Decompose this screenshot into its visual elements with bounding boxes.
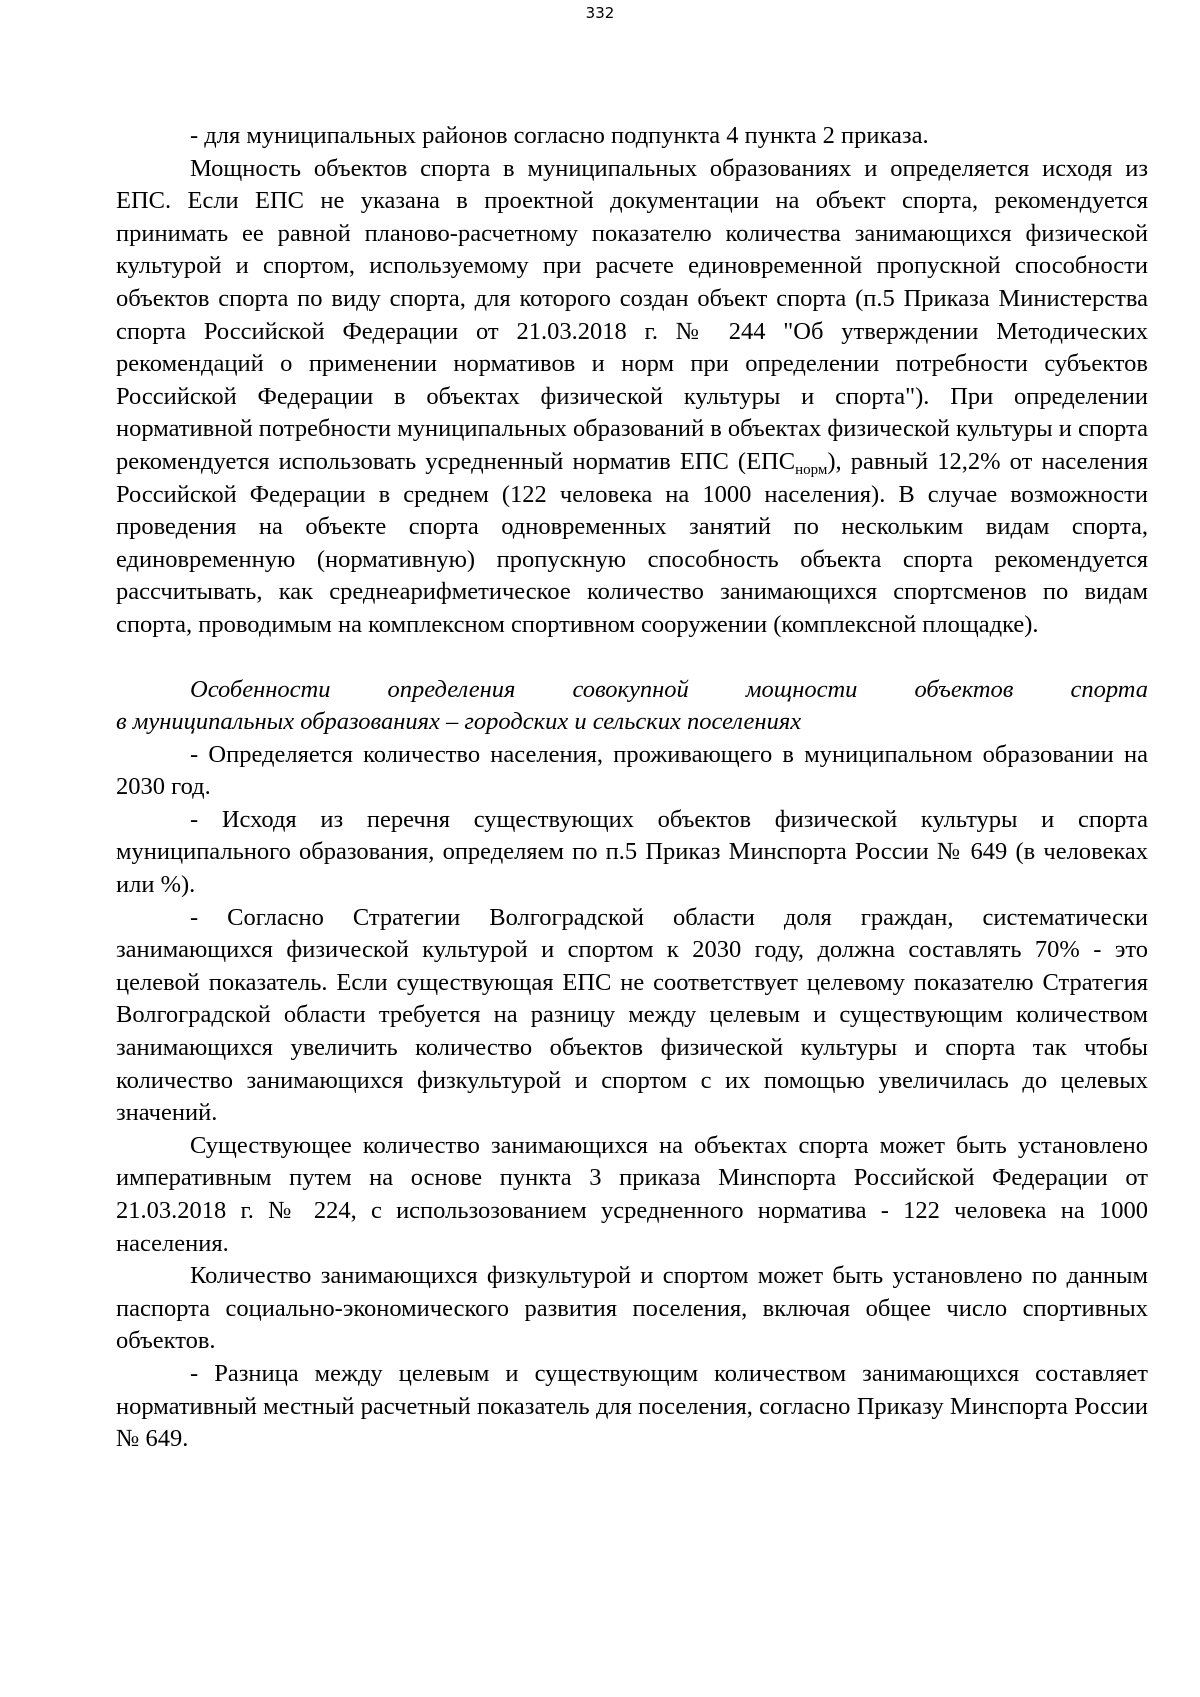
paragraph-passport-data: Количество занимающихся физкультурой и спортом может быть установлено по данным паспорта социально-экономического развития поселения, включая общее число спортивных объектов. [116,1262,1148,1355]
paragraph-difference: - Разница между целевым и существующим количеством занимающихся составляет нормативный местный расчетный показатель для поселения, согласно Приказу Минспорта России № 649. [116,1359,1148,1453]
page-number: 332 [585,4,615,22]
document-body [116,120,1148,1456]
paragraph-existing-count: Существующее количество занимающихся на объектах спорта может быть установлено императивным путем на основе пункта 3 приказа Минспорта Российской Федерации от 21.03.2018 г. № 224, с использозованием усредненного норматива - 122 человека на 1000 населения. [116,1131,1148,1257]
paragraph-sport-capacity [116,153,1148,642]
paragraph-existing-objects: - Исходя из перечня существующих объектов физической культуры и спорта муниципального образования, определяем по п.5 Приказ Минспорта России № 649 (в человеках или %). [116,805,1148,899]
paragraph-sport-capacity-text-a: Мощность объектов спорта в муниципальных образованиях и определяется исходя из ЕПС. Если ЕПС не указана в проектной документации на объект спорта, рекомендуется принимать ее равной планово-расчетному показателю количества занимающихся физической культурой и спортом, используемому при расчете единовременной пропускной способности объектов спорта по виду спорта, для которого создан объект спорта (п.5 Приказа Министерства спорта Российской Федерации от 21.03.2018 г. № 244 "Об утверждении Методических рекомендаций о применении нормативов и норм при определении потребности субъектов Российской Федерации в объектах физической культуры и спорта"). При определении нормативной потребности муниципальных образований в объектах физической культуры и спорта рекомендуется использовать усредненный норматив ЕПС (ЕПС [116,154,1148,475]
section-heading-line2: в муниципальных образованиях – городских и сельских поселениях [116,708,802,736]
paragraph-sport-capacity-text-b: ), равный 12,2% от населения Российской Федерации в среднем (122 человека на 1000 населения). В случае возможности проведения на объекте спорта одновременных занятий по нескольким видам спорта, единовременную (нормативную) пропускную способность объекта спорта рекомендуется рассчитывать, как среднеарифметическое количество занимающихся спортсменов по видам спорта, проводимым на комплексном спортивном сооружении (комплексной площадке). [116,447,1148,638]
paragraph-strategy-target: - Согласно Стратегии Волгоградской области доля граждан, систематически занимающихся физической культурой и спортом к 2030 году, должна составлять 70% - это целевой показатель. Если существующая ЕПС не соответствует целевому показателю Стратегия Волгоградской области требуется на разницу между целевым и существующим количеством занимающихся увеличить количество объектов физической культуры и спорта так чтобы количество занимающихся физкультурой и спортом с их помощью увеличилась до целевых значений. [116,903,1148,1127]
paragraph-population: - Определяется количество населения, проживающего в муниципальном образовании на 2030 год. [116,740,1148,801]
eps-norm-subscript: норм [795,461,828,478]
section-heading-line1: Особенности определения совокупной мощности объектов спорта [190,675,1148,703]
paragraph-municipal-districts: - для муниципальных районов согласно подпункта 4 пункта 2 приказа. [190,122,929,149]
